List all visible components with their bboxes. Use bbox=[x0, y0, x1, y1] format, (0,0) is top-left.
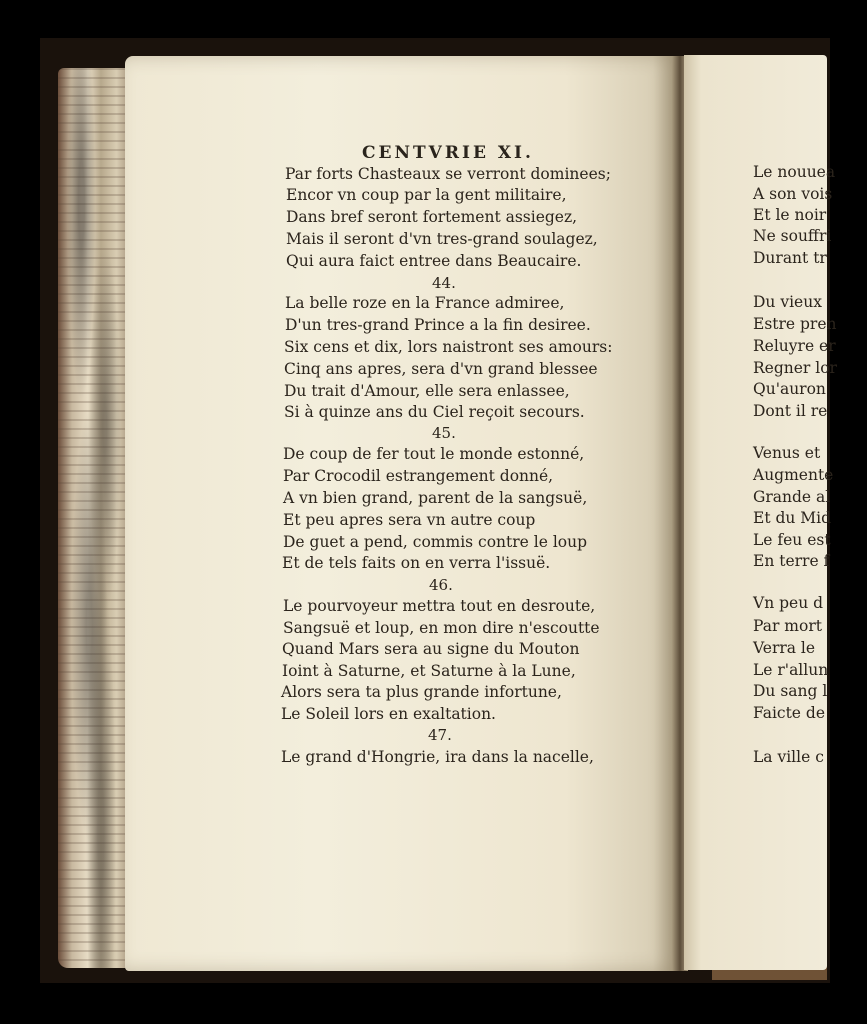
verse-line: La belle roze en la France admiree, bbox=[285, 294, 565, 312]
verse-line: En terre f bbox=[753, 552, 830, 570]
verse-line: A son vois bbox=[753, 185, 833, 203]
verse-line: Par Crocodil estrangement donné, bbox=[283, 467, 554, 485]
verse-line: Et peu apres sera vn autre coup bbox=[283, 511, 536, 529]
stanza-number: 46. bbox=[429, 576, 453, 594]
verse-line: Cinq ans apres, sera d'vn grand blessee bbox=[284, 360, 598, 378]
verse-line: Ne souffri bbox=[753, 227, 832, 245]
stanza-number: 45. bbox=[432, 424, 456, 442]
verse-line: La ville c bbox=[753, 748, 824, 766]
verse-line: Du vieux bbox=[753, 293, 822, 311]
verse-line: Qui aura faict entree dans Beaucaire. bbox=[286, 252, 582, 270]
verse-line: Le grand d'Hongrie, ira dans la nacelle, bbox=[281, 748, 594, 766]
verse-line: Dans bref seront fortement assiegez, bbox=[286, 208, 578, 226]
verse-line: A vn bien grand, parent de la sangsuë, bbox=[283, 489, 588, 507]
verse-line: Faicte de bbox=[753, 704, 826, 722]
right-page bbox=[684, 55, 837, 970]
verse-line: Qu'auron bbox=[753, 380, 826, 398]
verse-line: Et le noir bbox=[753, 206, 827, 224]
verse-line: Le nouuea bbox=[753, 163, 836, 181]
verse-line: Alors sera ta plus grande infortune, bbox=[281, 683, 562, 701]
verse-line: Par mort bbox=[753, 617, 822, 635]
verse-line: Le r'allun bbox=[753, 661, 829, 679]
verse-line: Par forts Chasteaux se verront dominees; bbox=[285, 165, 611, 183]
verse-line: Grande al bbox=[753, 488, 831, 506]
verse-line: Encor vn coup par la gent militaire, bbox=[286, 186, 567, 204]
verse-line: Six cens et dix, lors naistront ses amours: bbox=[284, 338, 613, 356]
verse-line: De coup de fer tout le monde estonné, bbox=[283, 445, 585, 463]
verse-line: Et du Mid bbox=[753, 509, 832, 527]
verse-line: Sangsuë et loup, en mon dire n'escoutte bbox=[283, 619, 600, 637]
page-header: CENTVRIE XI. bbox=[362, 143, 534, 163]
verse-line: Dont il re bbox=[753, 402, 828, 420]
verse-line: Quand Mars sera au signe du Mouton bbox=[282, 640, 580, 658]
verse-line: Si à quinze ans du Ciel reçoit secours. bbox=[284, 403, 585, 421]
verse-line: Et de tels faits on en verra l'issuë. bbox=[282, 554, 551, 572]
verse-line: Durant tr bbox=[753, 249, 827, 267]
verse-line: Le pourvoyeur mettra tout en desroute, bbox=[283, 597, 596, 615]
verse-line: Augmente bbox=[753, 466, 834, 484]
verse-line: Le Soleil lors en exaltation. bbox=[281, 705, 496, 723]
verse-line: D'un tres-grand Prince a la fin desiree. bbox=[285, 316, 591, 334]
verse-line: Mais il seront d'vn tres-grand soulagez, bbox=[286, 230, 598, 248]
verse-line: Estre pren bbox=[753, 315, 837, 333]
verse-line: Ioint à Saturne, et Saturne à la Lune, bbox=[282, 662, 576, 680]
verse-line: De guet a pend, commis contre le loup bbox=[283, 533, 588, 551]
verse-line: Reluyre er bbox=[753, 337, 836, 355]
verse-line: Vn peu d bbox=[753, 594, 824, 612]
verse-line: Du trait d'Amour, elle sera enlassee, bbox=[284, 382, 570, 400]
stanza-number: 44. bbox=[432, 274, 456, 292]
verse-line: Le feu est bbox=[753, 531, 831, 549]
verse-line: Regner lor bbox=[753, 359, 837, 377]
stanza-number: 47. bbox=[428, 726, 452, 744]
verse-line: Du sang l bbox=[753, 682, 828, 700]
verse-line: Verra le bbox=[753, 639, 816, 657]
verse-line: Venus et bbox=[753, 444, 821, 462]
